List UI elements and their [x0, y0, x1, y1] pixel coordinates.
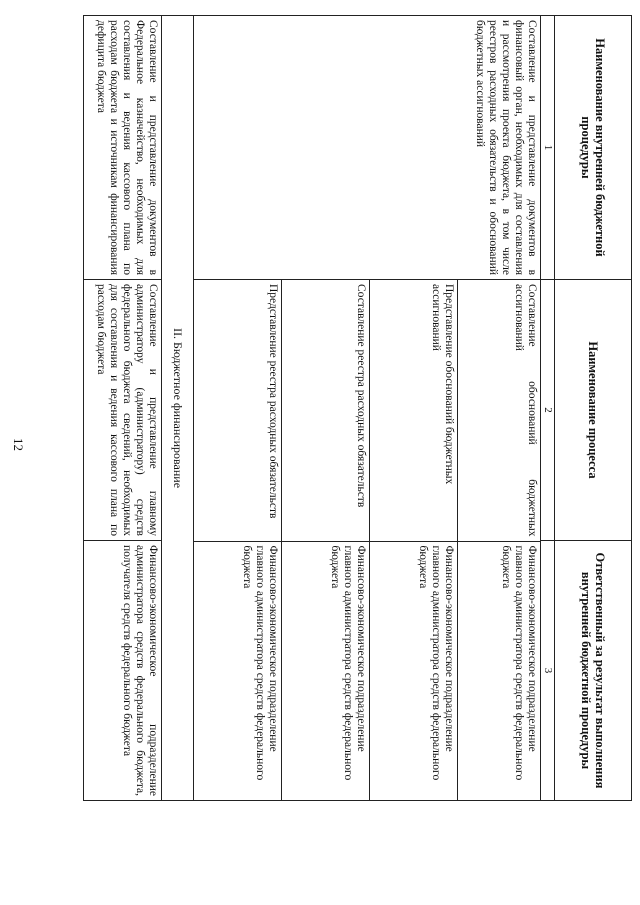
page-number: 12: [11, 438, 26, 451]
procedures-table: [83, 15, 632, 801]
process-cell: Составление реестра расходных обязательств: [282, 280, 370, 541]
procedure-cell: Составление и представление документов в финансовый орган, необходимых для составления и рассмотрения проекта бюджета, в том числе реестров расходных обязательств и обоснований бюджетных ассигнований: [194, 16, 541, 280]
column-number-2: 2: [541, 280, 555, 541]
process-group: [194, 280, 541, 801]
process-cell: Составление обоснований бюджетных ассигнований: [458, 280, 540, 541]
responsible-cell: Финансово-экономическое подразделение главного администратора средств федерального бюджета: [370, 541, 458, 801]
process-cell: Представление обоснований бюджетных ассигнований: [370, 280, 458, 541]
responsible-cell: Финансово-экономическое подразделение главного администратора средств федерального бюджета: [241, 545, 280, 781]
header-procedure: Наименование внутренней бюджетной процедуры: [555, 16, 632, 280]
responsible-cell: Финансово-экономическое подразделение главного администратора средств федерального бюджета: [458, 541, 540, 801]
process-cell: Составление и представление главному администратору (администратору) средств федерального бюджета сведений, необходимых для составления и ведения кассового плана по расходам бюджета: [84, 280, 162, 541]
rotated-table-frame: [95, 15, 632, 800]
process-subtable: [194, 280, 540, 801]
column-number-3: 3: [541, 541, 555, 801]
header-responsible: Ответственный за результат выполнения внутренней бюджетной процедуры: [555, 541, 632, 801]
column-number-1: 1: [541, 16, 555, 280]
header-process: Наименование процесса: [555, 280, 632, 541]
responsible-cell: Финансово-экономическое подразделение главного администратора средств федерального бюджета: [282, 541, 370, 801]
process-cell: Представление реестра расходных обязательств: [194, 280, 282, 541]
responsible-cell: Финансово-экономическое подразделение администратора средств федерального бюджета, получателя средств федерального бюджета: [84, 541, 162, 801]
procedure-cell: Составление и представление документов в Федеральное казначейство, необходимых для составления и ведения кассового плана по расходам бюджета и источникам финансирования дефицита бюджета: [84, 16, 162, 280]
section-title: II. Бюджетное финансирование: [162, 16, 194, 801]
